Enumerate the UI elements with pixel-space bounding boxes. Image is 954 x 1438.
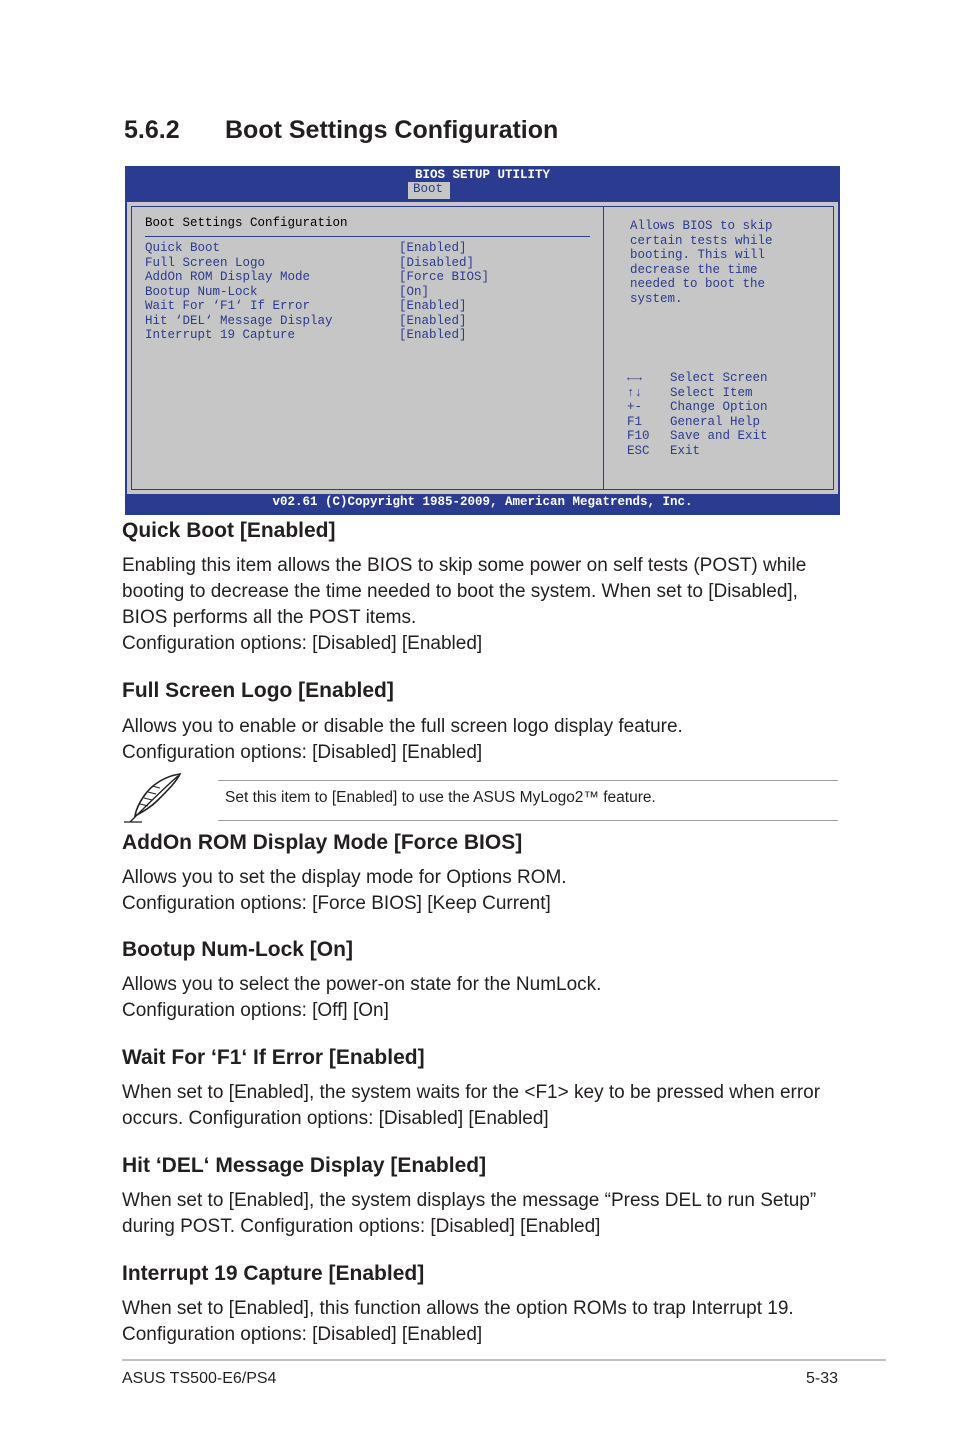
bios-item-bootup-num-lock[interactable] [145, 285, 489, 300]
text-line: booting to decrease the time needed to boot the system. When set to [Disabled], [122, 581, 798, 602]
bios-item-hit-del-message[interactable] [145, 314, 489, 329]
text-line: Configuration options: [Disabled] [Enabled] [122, 742, 483, 763]
arrow-left-right-icon: ←→ [627, 371, 643, 385]
bios-tab-boot[interactable]: Boot [408, 182, 450, 199]
section-number: 5.6.2 [124, 116, 180, 144]
body-wait-for-f1 [122, 1080, 820, 1132]
text-line: Configuration options: [Disabled] [Enabled] [122, 1324, 483, 1345]
heading-bootup-num-lock: Bootup Num-Lock [On] [122, 938, 353, 961]
text-line: Configuration options: [Disabled] [Enabled] [122, 633, 483, 654]
body-bootup-num-lock [122, 972, 601, 1024]
bios-item-list [145, 241, 489, 343]
bios-item-wait-for-f1[interactable] [145, 299, 489, 314]
heading-addon-rom: AddOn ROM Display Mode [Force BIOS] [122, 831, 523, 854]
bios-heading-rule [145, 236, 590, 237]
bios-item-label: Bootup Num-Lock [145, 284, 258, 299]
bios-item-interrupt-19[interactable] [145, 328, 489, 343]
bios-key-legend [627, 371, 768, 458]
bios-item-label: Quick Boot [145, 241, 221, 255]
bios-item-label: AddOn ROM Display Mode [145, 270, 311, 284]
section-title [124, 116, 558, 145]
key-label: +- [627, 400, 643, 414]
text-line: Allows you to select the power-on state for the NumLock. [122, 974, 602, 995]
bios-item-label: Full Screen Logo [145, 255, 266, 270]
note-rule-bottom [218, 820, 838, 821]
note-text: Set this item to [Enabled] to use the ASUS MyLogo2™ feature. [225, 789, 656, 806]
key-row-save-exit [627, 429, 768, 444]
bios-copyright: v02.61 (C)Copyright 1985-2009, American Megatrends, Inc. [272, 495, 693, 509]
key-action: Change Option [670, 400, 768, 414]
key-row-exit [627, 444, 768, 459]
key-row-general-help [627, 415, 768, 430]
key-label: ESC [627, 443, 650, 458]
key-action: Exit [670, 443, 701, 458]
note-rule-top [218, 780, 838, 781]
arrow-up-down-icon: ↑↓ [627, 385, 643, 400]
bios-item-value: [On] [399, 284, 430, 299]
body-full-screen-logo [122, 714, 683, 766]
bios-item-quick-boot[interactable] [145, 241, 489, 256]
footer-page-number: 5-33 [805, 1370, 838, 1387]
bios-divider [603, 206, 604, 490]
footer-product: ASUS TS500-E6/PS4 [122, 1370, 277, 1387]
bios-help-line: Allows BIOS to skip [630, 219, 773, 233]
bios-item-value: [Disabled] [399, 255, 475, 270]
text-line: Enabling this item allows the BIOS to skip some power on self tests (POST) while [122, 555, 807, 576]
bios-body [127, 202, 838, 494]
bios-help-line: needed to boot the [630, 277, 766, 291]
bios-help-line: certain tests while [630, 233, 773, 248]
key-action: Select Screen [670, 371, 768, 385]
heading-interrupt-19: Interrupt 19 Capture [Enabled] [122, 1262, 425, 1285]
key-action: Save and Exit [670, 429, 768, 443]
bios-item-full-screen-logo[interactable] [145, 256, 489, 271]
section-title-text: Boot Settings Configuration [225, 116, 559, 144]
body-quick-boot [122, 553, 806, 657]
body-addon-rom [122, 865, 567, 917]
key-row-select-item [627, 386, 768, 401]
bios-item-addon-rom-display-mode[interactable] [145, 270, 489, 285]
feather-icon [122, 770, 186, 826]
text-line: occurs. Configuration options: [Disabled] [Enabled] [122, 1108, 549, 1129]
text-line: Allows you to set the display mode for Options ROM. [122, 867, 567, 888]
key-action: Select Item [670, 385, 753, 400]
bios-title: BIOS SETUP UTILITY [414, 168, 551, 182]
body-interrupt-19 [122, 1296, 794, 1348]
bios-item-label: Hit ‘DEL‘ Message Display [145, 313, 333, 328]
bios-item-label: Interrupt 19 Capture [145, 328, 296, 342]
bios-help-line: system. [630, 291, 683, 306]
heading-wait-for-f1: Wait For ‘F1‘ If Error [Enabled] [122, 1046, 425, 1069]
bios-item-value: [Force BIOS] [399, 270, 490, 284]
heading-full-screen-logo: Full Screen Logo [Enabled] [122, 679, 394, 702]
bios-item-value: [Enabled] [399, 299, 467, 313]
heading-hit-del: Hit ‘DEL‘ Message Display [Enabled] [122, 1154, 487, 1177]
text-line: When set to [Enabled], this function allows the option ROMs to trap Interrupt 19. [122, 1298, 794, 1319]
key-action: General Help [670, 414, 761, 429]
text-line: When set to [Enabled], the system displays the message “Press DEL to run Setup” [122, 1190, 817, 1211]
text-line: Configuration options: [Force BIOS] [Keep Current] [122, 893, 551, 914]
bios-heading: Boot Settings Configuration [145, 216, 348, 230]
text-line: When set to [Enabled], the system waits for the <F1> key to be pressed when error [122, 1082, 821, 1103]
footer-rule [122, 1359, 886, 1361]
bios-help-line: booting. This will [630, 248, 766, 262]
bios-item-label: Wait For ‘F1‘ If Error [145, 299, 311, 313]
body-hit-del [122, 1188, 816, 1240]
key-label: F1 [627, 414, 643, 429]
bios-help-line: decrease the time [630, 262, 758, 277]
text-line: Allows you to enable or disable the full screen logo display feature. [122, 716, 683, 737]
text-line: during POST. Configuration options: [Disabled] [Enabled] [122, 1216, 601, 1237]
bios-item-value: [Enabled] [399, 313, 467, 328]
bios-screenshot [125, 166, 840, 515]
bios-help-panel [630, 219, 773, 306]
key-row-select-screen [627, 371, 768, 386]
key-label: F10 [627, 429, 650, 443]
heading-quick-boot: Quick Boot [Enabled] [122, 519, 336, 542]
text-line: Configuration options: [Off] [On] [122, 1000, 389, 1021]
text-line: BIOS performs all the POST items. [122, 607, 417, 628]
bios-item-value: [Enabled] [399, 241, 467, 255]
bios-item-value: [Enabled] [399, 328, 467, 342]
key-row-change-option [627, 400, 768, 415]
